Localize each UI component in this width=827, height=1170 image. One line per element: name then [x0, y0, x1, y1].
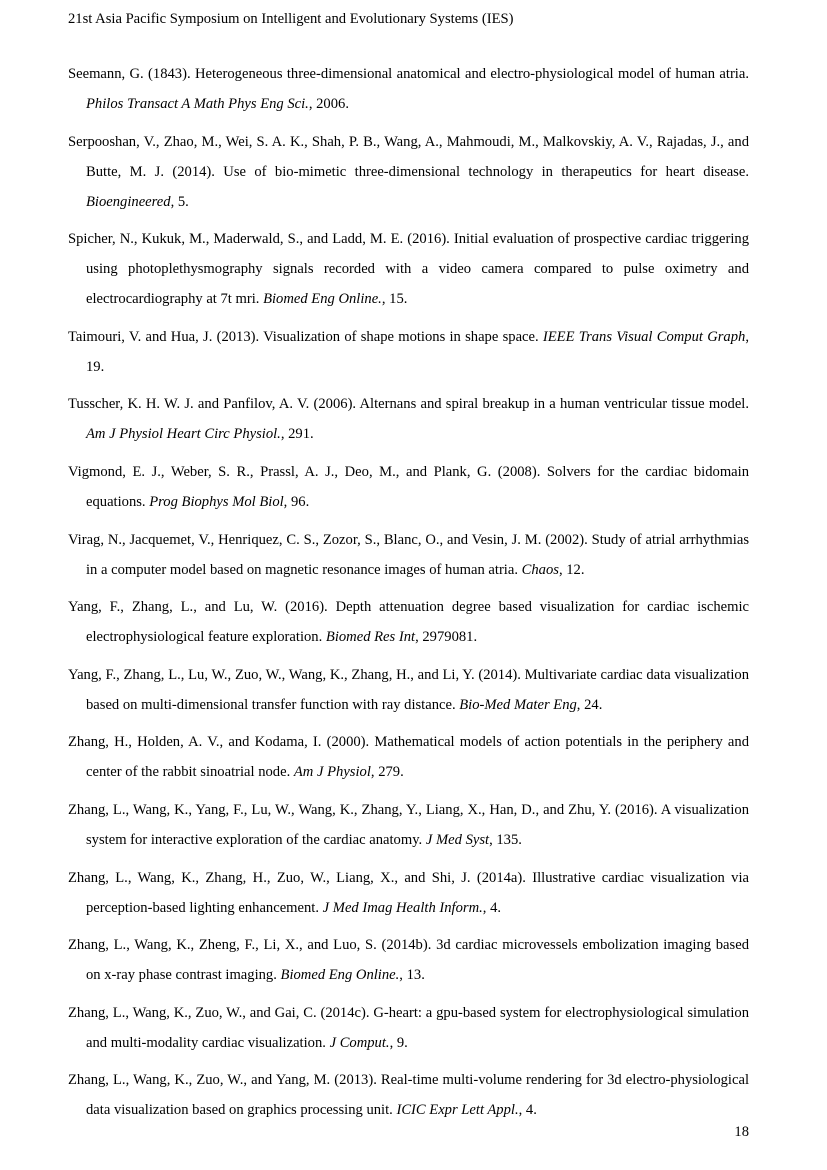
reference-entry	[68, 525, 749, 585]
reference-entry	[68, 930, 749, 990]
reference-entry	[68, 224, 749, 314]
reference-text: Vigmond, E. J., Weber, S. R., Prassl, A. J., Deo, M., and Plank, G. (2008). Solvers for the cardiac bidomain equations.	[68, 463, 749, 510]
reference-volume: , 12.	[558, 561, 585, 578]
reference-text: Serpooshan, V., Zhao, M., Wei, S. A. K., Shah, P. B., Wang, A., Mahmoudi, M., Malkovskiy, A. V., Rajadas, J., and Butte, M. J. (2014). Use of bio-mimetic three-dimensional technology in therapeutics for heart disease.	[68, 133, 749, 180]
reference-volume: , 9.	[389, 1034, 408, 1051]
reference-entry	[68, 660, 749, 720]
reference-journal: Am J Physiol	[293, 764, 371, 781]
reference-volume: , 4.	[518, 1102, 537, 1119]
reference-text: Tusscher, K. H. W. J. and Panfilov, A. V. (2006). Alternans and spiral breakup in a human ventricular tissue model.	[68, 396, 749, 413]
reference-volume: , 15.	[381, 291, 408, 308]
reference-entry	[68, 1065, 749, 1125]
reference-journal: ICIC Expr Lett Appl.	[396, 1102, 519, 1119]
reference-text: Seemann, G. (1843). Heterogeneous three-dimensional anatomical and electro-physiological model of human atria.	[68, 66, 749, 82]
reference-list	[68, 59, 749, 1125]
reference-entry	[68, 998, 749, 1058]
reference-entry	[68, 322, 749, 382]
reference-text: Virag, N., Jacquemet, V., Henriquez, C. S., Zozor, S., Blanc, O., and Vesin, J. M. (2002). Study of atrial arrhythmias in a computer model based on magnetic resonance images of human atria.	[68, 531, 749, 578]
reference-journal: Philos Transact A Math Phys Eng Sci.	[86, 96, 309, 112]
reference-entry	[68, 457, 749, 517]
reference-journal: J Med Syst	[425, 831, 490, 848]
reference-volume: , 24.	[576, 696, 603, 713]
reference-text: Zhang, L., Wang, K., Zuo, W., and Yang, M. (2013). Real-time multi-volume rendering for 3d electro-physiological data visualization based on graphics processing unit.	[68, 1072, 749, 1119]
reference-text: Zhang, H., Holden, A. V., and Kodama, I. (2000). Mathematical models of action potentials in the periphery and center of the rabbit sinoatrial node.	[68, 734, 749, 781]
reference-text: Taimouri, V. and Hua, J. (2013). Visualization of shape motions in shape space.	[68, 328, 543, 345]
running-head: 21st Asia Pacific Symposium on Intelligent and Evolutionary Systems (IES)	[68, 11, 514, 27]
reference-journal: Biomed Eng Online.	[280, 967, 400, 984]
reference-volume: , 291.	[280, 426, 314, 443]
reference-journal: Biomed Eng Online.	[263, 291, 382, 308]
reference-journal: IEEE Trans Visual Comput Graph	[542, 328, 746, 345]
reference-volume: , 5.	[170, 193, 189, 210]
reference-volume: , 19.	[86, 328, 749, 375]
reference-text: Zhang, L., Wang, K., Zhang, H., Zuo, W., Liang, X., and Shi, J. (2014a). Illustrative cardiac visualization via perception-based lighting enhancement.	[68, 869, 749, 916]
reference-entry	[68, 127, 749, 217]
reference-text: Yang, F., Zhang, L., Lu, W., Zuo, W., Wang, K., Zhang, H., and Li, Y. (2014). Multivariate cardiac data visualization based on multi-dimensional transfer function with ray distance.	[68, 666, 749, 713]
reference-volume: , 4.	[482, 899, 502, 916]
page-number: 18	[734, 1124, 749, 1140]
reference-journal: J Med Imag Health Inform.	[322, 899, 483, 916]
reference-entry	[68, 863, 749, 923]
reference-journal: Biomed Res Int	[325, 629, 416, 646]
reference-text: Spicher, N., Kukuk, M., Maderwald, S., and Ladd, M. E. (2016). Initial evaluation of prospective cardiac triggering using photoplethysmography signals recorded with a video camera compared to pulse oximetry and electrocardiography at 7t mri.	[68, 231, 749, 308]
reference-journal: Am J Physiol Heart Circ Physiol.	[86, 426, 281, 443]
reference-entry	[68, 59, 749, 119]
reference-volume: , 2006.	[308, 96, 349, 112]
reference-text: Zhang, L., Wang, K., Zheng, F., Li, X., and Luo, S. (2014b). 3d cardiac microvessels embolization imaging based on x-ray phase contrast imaging.	[68, 937, 749, 984]
reference-text: Zhang, L., Wang, K., Zuo, W., and Gai, C. (2014c). G-heart: a gpu-based system for electrophysiological simulation and multi-modality cardiac visualization.	[68, 1004, 749, 1051]
reference-journal: Bioengineered	[86, 193, 171, 210]
reference-volume: , 135.	[489, 831, 522, 848]
reference-text: Zhang, L., Wang, K., Yang, F., Lu, W., Wang, K., Zhang, Y., Liang, X., Han, D., and Zhu, Y. (2016). A visualization system for interactive exploration of the cardiac anatomy.	[68, 801, 749, 848]
reference-entry	[68, 592, 749, 652]
reference-journal: Prog Biophys Mol Biol	[149, 493, 284, 510]
reference-volume: , 2979081.	[415, 629, 478, 646]
reference-entry	[68, 727, 749, 787]
reference-entry	[68, 389, 749, 449]
reference-journal: Bio-Med Mater Eng	[459, 696, 577, 713]
reference-volume: , 13.	[399, 967, 425, 984]
reference-entry	[68, 795, 749, 855]
reference-volume: , 96.	[283, 493, 310, 510]
reference-journal: Chaos	[521, 561, 559, 578]
reference-journal: J Comput.	[329, 1034, 390, 1051]
reference-volume: , 279.	[370, 764, 404, 781]
reference-text: Yang, F., Zhang, L., and Lu, W. (2016). Depth attenuation degree based visualization for cardiac ischemic electrophysiological feature exploration.	[68, 599, 749, 646]
